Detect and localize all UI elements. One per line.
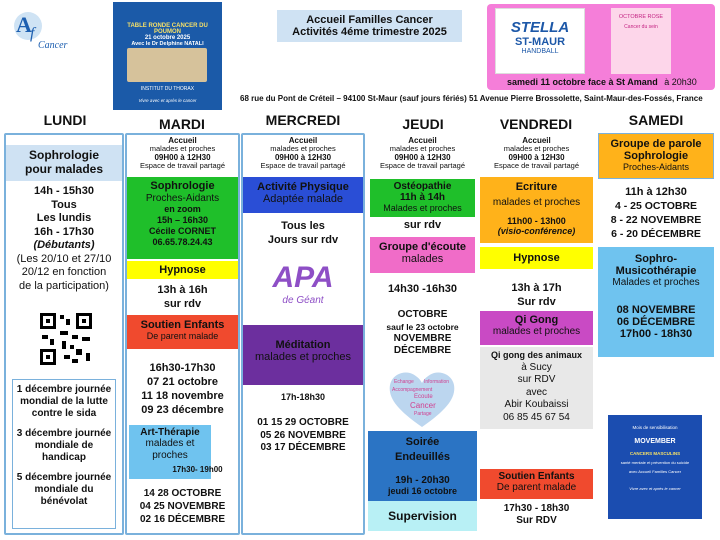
accueil-sub: malades et proches: [270, 144, 336, 154]
poster-line1: TABLE RONDE CANCER DU POUMON: [127, 23, 208, 35]
mardi-sophro-block: [127, 177, 238, 259]
samedi-groupe-time: 11h à 12h30: [625, 186, 687, 198]
logo-text: Cancer: [38, 40, 68, 51]
accueil-title: Accueil: [522, 137, 551, 145]
samedi-groupe-title1: Groupe de parole: [610, 138, 702, 150]
heart-word: Partage: [414, 411, 432, 417]
accueil-space: Espace de travail partagé: [379, 160, 466, 170]
accueil-title: Accueil: [288, 137, 318, 145]
lundi-line: de la participation): [19, 279, 109, 292]
day-vendredi: VENDREDI: [499, 116, 573, 132]
mardi-sophro-phone: 06.65.78.24.43: [152, 237, 213, 247]
jeudi-osteo-block: [370, 179, 475, 217]
mercredi-accueil: [243, 137, 363, 177]
stella-logo-line2: ST-MAUR: [514, 36, 566, 48]
movember-title: MOVEMBER: [634, 438, 676, 445]
mardi-sophro-title: Sophrologie: [150, 180, 215, 192]
vendredi-ecriture-time: 11h00 - 13h00: [507, 216, 566, 226]
day-mardi: MARDI: [159, 116, 205, 132]
stella-event-text: samedi 11 octobre face à St Amand: [507, 77, 658, 87]
movember-top: Mois de sensibilisation: [632, 425, 678, 430]
poster-line2: 21 octobre 2025: [144, 35, 191, 41]
lundi-sophro-block: [6, 145, 122, 181]
mercredi-meditation-block: [243, 325, 363, 385]
lundi-notes: [12, 379, 116, 529]
vendredi-qigong-block: [480, 311, 593, 345]
stella-event-time: à 20h30: [664, 77, 697, 87]
poster-illustration: [127, 48, 207, 82]
poster-footer: INSTITUT DU THORAX: [140, 86, 195, 92]
mercredi-meditation-title: Méditation: [275, 339, 331, 351]
mercredi-activite-block: [243, 177, 363, 213]
day-samedi: SAMEDI: [628, 112, 684, 128]
apa-logo-text: APA: [272, 261, 334, 294]
lundi-line: 16h - 17h30: [34, 225, 94, 238]
jeudi-supervision: Supervision: [388, 509, 457, 523]
vendredi-qigong-sub: malades et proches: [492, 326, 581, 337]
title-line1: Accueil Familles Cancer: [306, 14, 433, 26]
samedi-musico-block: [598, 247, 714, 357]
accueil-hours: 09H00 à 12H30: [508, 152, 565, 162]
mardi-soutien-title: Soutien Enfants: [140, 319, 225, 331]
stella-event: [507, 77, 697, 87]
samedi-musico-date: 06 DÉCEMBRE: [616, 316, 696, 328]
mardi-art-date: 04 25 NOVEMBRE: [139, 501, 226, 512]
day-jeudi: JEUDI: [402, 116, 444, 132]
vendredi-soutien-time: 17h30 - 18h30: [503, 503, 570, 514]
lundi-note: 1 décembre journée mondial de la lutte contre le sida: [16, 384, 112, 419]
vendredi-soutien-sub: De parent malade: [496, 482, 577, 493]
column-vendredi: [478, 133, 595, 535]
lundi-note: 5 décembre journée mondiale du bénévolat: [16, 472, 112, 507]
accueil-title: Accueil: [408, 137, 437, 145]
mardi-soutien-line: 09 23 décembre: [141, 404, 224, 416]
vendredi-soutien-block: [480, 469, 593, 499]
association-logo: [8, 4, 74, 56]
samedi-groupe-block: [598, 133, 714, 179]
poster-poumon: [113, 2, 222, 110]
column-mardi: [125, 133, 240, 535]
mercredi-activite-sub: Adaptée malade: [262, 193, 344, 205]
mardi-soutien-line: 11 18 novembre: [141, 390, 224, 402]
stella-logo-line1: STELLA: [510, 19, 570, 36]
mardi-soutien-line: 07 21 octobre: [147, 376, 218, 388]
stella-logo: [495, 8, 585, 74]
accueil-space: Espace de travail partagé: [493, 160, 580, 170]
movember-sub: CANCERS MASCULINS: [629, 451, 681, 456]
mardi-soutien-line: 16h30-17h30: [149, 362, 216, 374]
jeudi-ecoute-sub: malades: [401, 253, 444, 265]
title-line2: Activités 4éme trimestre 2025: [292, 26, 447, 38]
jeudi-month: NOVEMBRE: [393, 333, 452, 344]
mardi-hypnose-rdv: sur rdv: [163, 298, 202, 310]
movember-org: avec Accueil Familles Cancer: [628, 469, 682, 474]
poster-tagline: Vivre avec et après le cancer: [138, 98, 197, 103]
mardi-hypnose-time: 13h à 16h: [157, 284, 208, 296]
mercredi-meditation-sub: malades et proches: [255, 351, 351, 363]
stella-logo-line3: HANDBALL: [521, 48, 559, 55]
jeudi-osteo-title: Ostéopathie: [393, 181, 452, 192]
day-mercredi: MERCREDI: [265, 112, 341, 128]
vendredi-soutien-title: Soutien Enfants: [498, 471, 575, 482]
column-lundi: [4, 133, 124, 535]
poster-line3: Avec le Dr Delphine NATALI: [131, 41, 204, 47]
lundi-line: (Les 20/10 et 27/10: [16, 252, 112, 265]
samedi-musico-date: 17h00 - 18h30: [619, 328, 693, 340]
vendredi-animaux-line: 06 85 45 67 54: [503, 411, 570, 423]
address: 68 rue du Pont de Créteil – 94100 St-Maur (sauf jours fériés) 51 Avenue Pierre Brossolette, Saint-Maur-des-Fossés, France: [240, 94, 703, 103]
lundi-line: (Débutants): [33, 239, 95, 251]
vendredi-animaux-line: Abir Koubaissi: [504, 399, 569, 410]
jeudi-ecoute-time: 14h30 -16h30: [387, 283, 458, 295]
samedi-groupe-title2: Sophrologie: [623, 150, 689, 162]
heart-icon: [386, 369, 458, 429]
movember-tagline: Vivre avec et après le cancer: [629, 486, 681, 491]
jeudi-osteo-time: 11h à 14h: [399, 192, 446, 203]
jeudi-month: sauf le 23 octobre: [386, 322, 459, 332]
heart-word: Accompagnement: [392, 387, 433, 393]
jeudi-ecoute-months: [366, 309, 479, 361]
column-samedi: [596, 133, 716, 535]
mardi-art-dates: [127, 487, 238, 531]
lundi-line: Tous: [51, 198, 77, 211]
accueil-hours: 09H00 à 12H30: [274, 152, 332, 162]
mercredi-meditation-date: 01 15 29 OCTOBRE: [257, 417, 349, 428]
mardi-sophro-person: Cécile CORNET: [148, 226, 217, 236]
vendredi-hypnose-rdv: Sur rdv: [517, 296, 556, 308]
lundi-schedule: [6, 185, 122, 305]
accueil-hours: 09H00 à 12H30: [394, 152, 451, 162]
samedi-groupe-date: 6 - 20 DÉCEMBRE: [611, 228, 701, 240]
samedi-groupe-details: [596, 183, 716, 243]
mardi-art-sub: malades et proches: [145, 438, 195, 461]
svg-text:A: A: [16, 12, 32, 37]
mardi-hypnose-title: Hypnose: [159, 264, 206, 276]
mardi-soutien-dates: [127, 361, 238, 419]
mardi-hypnose-details: [127, 283, 238, 313]
lundi-sophro-title: Sophrologie pour malades: [24, 148, 104, 176]
apa-logo: [263, 253, 343, 319]
heart-word: Echange: [394, 379, 414, 385]
vendredi-qigong-title: Qi Gong: [514, 314, 559, 326]
vendredi-soutien-rdv: Sur RDV: [516, 515, 557, 526]
samedi-musico-title2: Musicothérapie: [615, 265, 697, 277]
lundi-note: 3 décembre journée mondiale de handicap: [16, 428, 112, 463]
mercredi-rdv-line2: Jours sur rdv: [267, 234, 339, 246]
mardi-art-date: 14 28 OCTOBRE: [143, 488, 222, 499]
heart-word: Ecoute: [414, 394, 433, 400]
samedi-musico-date: 08 NOVEMBRE: [616, 304, 696, 316]
vendredi-animaux-line: avec: [525, 386, 548, 398]
accueil-hours: 09H00 à 12H30: [154, 152, 211, 162]
vendredi-animaux-line: Qi gong des animaux: [490, 350, 582, 360]
apa-logo-sub: de Géant: [282, 295, 324, 306]
samedi-groupe-sub: Proches-Aidants: [622, 162, 690, 172]
accueil-sub: malades et proches: [503, 144, 570, 154]
movember-poster: [608, 415, 702, 519]
vendredi-ecriture-sub: malades et proches: [492, 197, 581, 208]
mercredi-activite-title: Activité Physique: [257, 181, 349, 193]
vendredi-hypnose-block: [480, 247, 593, 269]
vendredi-accueil: [478, 137, 595, 177]
mardi-accueil: [127, 137, 238, 177]
mardi-sophro-sub: Proches-Aidants: [145, 193, 220, 204]
octobre-rose-sub: Cancer du sein: [624, 24, 658, 30]
mardi-hypnose-block: [127, 261, 238, 279]
vendredi-animaux-line: sur RDV: [517, 374, 556, 385]
jeudi-ecoute-title: Groupe d'écoute: [379, 241, 466, 253]
mardi-soutien-block: [127, 315, 238, 349]
samedi-groupe-date: 8 - 22 NOVEMBRE: [610, 214, 702, 226]
day-lundi: LUNDI: [43, 112, 87, 128]
vendredi-ecriture-title: Ecriture: [515, 181, 558, 193]
qr-code-icon: [36, 309, 96, 369]
jeudi-ecoute-block: [370, 237, 475, 273]
heart-word: Cancer: [410, 401, 436, 410]
jeudi-month: DÉCEMBRE: [393, 345, 452, 356]
mercredi-meditation-dates: [243, 417, 363, 459]
lundi-line: 14h - 15h30: [34, 185, 94, 197]
accueil-title: Accueil: [168, 137, 197, 145]
accueil-space: Espace de travail partagé: [139, 160, 226, 170]
title-box: [277, 10, 462, 42]
mardi-art-time: 17h30- 19h00: [172, 465, 223, 474]
vendredi-qigong-animaux: [480, 347, 593, 429]
column-jeudi: [366, 133, 479, 535]
jeudi-soiree-time: 19h - 20h30: [395, 475, 450, 486]
jeudi-soiree-date: jeudi 16 octobre: [387, 486, 458, 496]
vendredi-ecriture-block: [480, 177, 593, 243]
mardi-art-date: 02 16 DÉCEMBRE: [139, 514, 226, 525]
mardi-soutien-sub: De parent malade: [146, 331, 219, 341]
vendredi-hypnose-title: Hypnose: [513, 252, 560, 264]
vendredi-soutien-details: [478, 503, 595, 531]
mardi-sophro-time: 15h – 16h30: [156, 215, 209, 225]
vendredi-ecriture-visio: (visio-conférence): [497, 226, 576, 236]
jeudi-osteo-rdv: sur rdv: [403, 219, 442, 231]
mardi-art-title: Art-Thérapie: [140, 427, 200, 438]
jeudi-osteo-sub: Malades et proches: [383, 203, 462, 213]
vendredi-hypnose-time: 13h à 17h: [511, 282, 562, 294]
lundi-line: 20/12 en fonction: [21, 266, 107, 278]
samedi-musico-title1: Sophro-: [634, 253, 678, 265]
samedi-groupe-date: 4 - 25 OCTOBRE: [614, 200, 698, 212]
samedi-musico-sub: Malades et proches: [612, 277, 700, 288]
vendredi-animaux-line: à Sucy: [521, 361, 552, 373]
jeudi-month: OCTOBRE: [397, 309, 448, 320]
jeudi-supervision-block: [368, 501, 477, 531]
jeudi-soiree-block: [368, 431, 477, 501]
lundi-line: Les lundis: [36, 212, 92, 224]
vendredi-hypnose-details: [478, 281, 595, 311]
movember-text: santé mentale et prévention du suicide: [620, 460, 690, 465]
mercredi-meditation-date: 03 17 DÉCEMBRE: [260, 442, 346, 453]
jeudi-accueil: [366, 137, 479, 177]
jeudi-soiree-title: Soirée Endeuillés: [394, 436, 451, 463]
svg-text:f: f: [30, 25, 35, 42]
mercredi-meditation-date: 05 26 NOVEMBRE: [260, 429, 346, 441]
column-mercredi: [241, 133, 365, 535]
heart-word: Information: [424, 379, 450, 385]
octobre-rose-title: OCTOBRE ROSE: [618, 14, 664, 20]
mercredi-rdv: [243, 219, 363, 249]
mardi-sophro-zoom: en zoom: [164, 204, 201, 214]
accueil-sub: malades et proches: [149, 144, 216, 154]
mercredi-meditation-time: 17h-18h30: [280, 392, 326, 402]
accueil-space: Espace de travail partagé: [260, 160, 346, 170]
mercredi-rdv-line1: Tous les: [281, 220, 325, 232]
stella-panel: [487, 4, 715, 90]
octobre-rose-card: [611, 8, 671, 74]
accueil-sub: malades et proches: [389, 144, 456, 154]
